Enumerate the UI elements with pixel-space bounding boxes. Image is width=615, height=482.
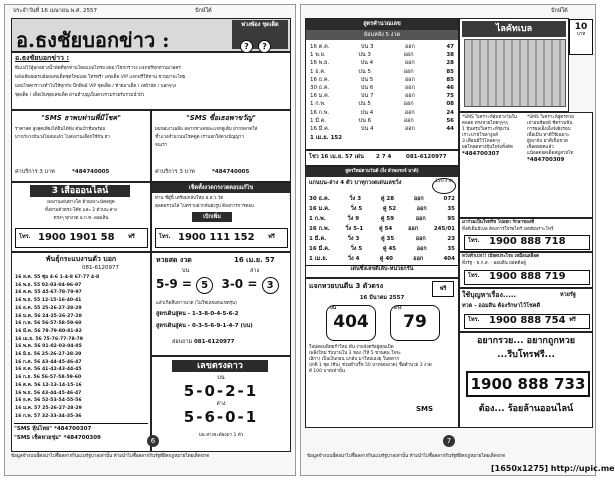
sms-line: ช้ำแวงสำนวนนโชคดูด เราบอกใส่ดวงปัญญาว	[155, 135, 244, 140]
ad-phone-box[interactable]	[464, 235, 590, 250]
tode-bon-digits: 5-9	[156, 277, 178, 291]
table-row: 16 ม.ค. 56 24-25-26-27-28	[15, 313, 82, 319]
ranking-row	[309, 254, 455, 264]
question-icon: ?	[240, 40, 253, 53]
table-rows	[15, 274, 147, 420]
tode-numbers: 5-9 = 5 3-0 = 3	[156, 277, 279, 294]
ad-box-2	[459, 252, 593, 288]
ranking-cell-run: วิ่ง 4	[347, 256, 360, 262]
big-ad-line: ...รีบโทรฟรี...	[497, 350, 555, 360]
masthead-logo: พ่วงพ้อง ชุดเด็ด ? ?	[232, 20, 288, 49]
stats-cell-res: ออก	[404, 126, 415, 133]
sms-code[interactable]: *484740005	[72, 169, 110, 175]
stats-row	[310, 117, 454, 125]
ranking-cell-date: 1 เม.ย.	[309, 256, 328, 262]
stats-cell-text: บ่น 5	[360, 76, 374, 83]
result-line: เลิกา) เป็นเงินกอน แกล้บ มาใหม่เองยุ ในทดาก	[309, 357, 400, 362]
ranking-row	[309, 234, 455, 244]
product-line: เพื่อเมิน ทาดีใช้เฉพาะ	[527, 133, 570, 138]
stats-cell-v: 75	[446, 93, 454, 100]
ranking-cell-res: ออก	[416, 246, 427, 252]
ranking-subtitle: แกนบน-ล่าง 4 ตัว บาทุกวงดเด่นเลขวิ่ง	[309, 180, 402, 186]
product-box-2	[459, 112, 593, 218]
ranking-table	[305, 166, 459, 278]
price-unit: บาท	[576, 32, 586, 37]
stats-phone-row	[305, 150, 459, 166]
kud-note: บน-ล่างจะต้องมา 1 ตัว	[198, 433, 244, 438]
ranking-row	[309, 194, 455, 204]
product-line: เราะปาชโขลางูลส์	[462, 133, 498, 138]
ad-sub: ทั้งรัฐ - ธ.ก.ส. - ออมสิน ยอดดีลลู้	[462, 261, 526, 266]
ad-phone-box[interactable]	[464, 270, 590, 285]
phone-label: โทร.	[468, 238, 480, 244]
stats-cell-res: ออก	[404, 60, 415, 67]
stats-row	[310, 43, 454, 51]
stats-row	[310, 84, 454, 92]
ranking-cell-pair: คู่ 28	[380, 196, 395, 202]
stats-row	[310, 125, 454, 133]
three-tigers-title: 3 เสือออนไลน์	[30, 185, 130, 197]
sms-line: ราคาสด สูงสุดเพียงได้ยินได้ฟัง ดันเบ้าทีมพร้อม	[15, 127, 106, 132]
sms-box-right	[151, 110, 291, 182]
phone-label: โทร.	[159, 234, 171, 240]
ranking-rows	[309, 194, 455, 264]
stats-cell-res: ออก	[404, 93, 415, 100]
stats-cell-v: 56	[446, 117, 454, 124]
stats-title: สูตรคำนวณเลข	[306, 19, 458, 30]
ranking-footer: เด่นซึ่งเลขดีเล้บ-หน่วยกรัน	[306, 265, 458, 273]
result-bon	[326, 305, 376, 341]
stats-phone[interactable]: 081-6120977	[406, 154, 447, 160]
free-badge: ฟรี	[569, 317, 576, 323]
hotline-line: ตุลคอรวนใส่ ไปคราบฝากหันยังรูป ต้องการการตอบ	[155, 204, 254, 209]
page-tag: ปักษ์ใต้	[195, 8, 212, 14]
ranking-cell-run: วิ่ง 5	[350, 206, 363, 212]
stats-cell-text: บ่น 3	[360, 44, 374, 50]
phone-number[interactable]: 1900 888 733	[470, 375, 586, 393]
sms-title: "SMS ซื่อเธอพาขวัญ"	[186, 114, 256, 122]
ranking-cell-date: 16 ก.พ.	[309, 226, 330, 232]
intro-line: มอบโชคกราวงทำไปให้ทุกกับ นึกพิพม์ VIP ชุดเด็ด / ท้ายมาเด็ด / เหย้ามัด / บอกๆๆง	[15, 84, 176, 89]
product-line: *SMS วิเคราะห์สุ่มทางวันใน	[462, 115, 517, 120]
intro-heading: อ.ธงชัยบอกข่าว :	[15, 54, 70, 62]
tode-bon-ball: 5	[196, 277, 213, 294]
ranking-cell-run: วิ่ง 5	[350, 246, 363, 252]
three-tigers-line: ตรงๆ ทุกงวด อ.ก.ท.-ออมสิน	[53, 216, 109, 221]
ranking-cell-date: 16 ม.ค.	[309, 206, 331, 212]
stats-row	[310, 59, 454, 67]
big-ad	[459, 332, 593, 428]
table-row: 16 มี.ค. 56 78-79-80-81-82	[15, 328, 82, 334]
result-line: เพลิ่งใหม่ รับบานโน 3 ของ (ให้ 5 ชวนคน ใจจะ	[309, 351, 402, 356]
ranking-cell-res: ออก	[413, 196, 424, 202]
tode-line: สูตรเดินสู่คน - 0-3-5-6-9-1-4-7 (บน)	[156, 323, 253, 329]
stats-row	[310, 68, 454, 76]
ad-title: ใช้บุญหาเรื่อง.....	[462, 291, 517, 299]
ranking-cell-v: 35	[447, 246, 455, 252]
product-line: เซ็ลผดยคแล้ว	[527, 145, 554, 150]
ad-phone-box[interactable]	[464, 314, 590, 329]
stats-cell-date: 16 มี.ค.	[310, 126, 330, 133]
stats-cell-v: 38	[446, 52, 454, 59]
sms-title: "SMS ธาพบท่านพี่มีโชค"	[41, 114, 121, 122]
ranking-title: สูตรใหม่ตามวันดี (งิ่ง ผัวพอรถจ์ มาดี)	[306, 167, 458, 177]
product-box-1	[459, 18, 569, 112]
footer-sms: "SMS หุ้นไทย"	[14, 426, 53, 432]
sms-line: ผมขอเงาเฉลิม สลากชาเลขอะแจกดูเดิม ฝากหลาดใส่	[155, 127, 258, 132]
hotline-badge: เบิกเพิ่ม	[192, 212, 232, 222]
lang-label: ล่าง	[250, 268, 260, 274]
product-price-label: แน้อลดอดเด็ดสมู่สายไท	[527, 151, 574, 156]
three-tigers-phone-box[interactable]	[15, 228, 148, 248]
ranking-cell-v: 404	[443, 256, 455, 262]
footer-sms-code[interactable]: *484700309	[63, 435, 101, 441]
phone-number[interactable]: 1900 1901 58	[38, 232, 115, 243]
table-row: 16 ธ.ค. 55 25-26-27-28-29	[15, 305, 82, 311]
intro-section	[11, 52, 291, 110]
table-row: 16 ก.พ. 57 32-33-34-35-36	[15, 413, 82, 419]
free-badge: ฟรี	[432, 281, 454, 297]
stats-cell-date: 16 ม.ค.	[310, 93, 330, 100]
stats-cell-v: 46	[446, 85, 454, 92]
stats-cell-v: 24	[446, 109, 454, 116]
stats-cell-res: ออก	[403, 52, 414, 59]
ranking-cell-res: ออก	[416, 206, 427, 212]
product-line: 3 เดือนมีใว้โหลดๆๆ	[462, 139, 501, 144]
table-row: 16 ต.ค. 56 12-13-14-15-16	[15, 382, 82, 388]
stats-cell-res: ออก	[403, 117, 414, 124]
result-line: ใหม่ตอนพิทยรำใหม่ ดีน ง่ายจังตรีอยู่คุณเปิด	[309, 345, 394, 350]
ranking-cell-v: 072	[443, 196, 455, 202]
stats-cell-date: 16 ก.พ.	[310, 109, 330, 116]
sms-line: จนเรา	[155, 143, 168, 148]
price-badge	[569, 19, 593, 55]
stats-cell-text: บ่น 4	[360, 60, 374, 67]
bon-label: บน	[217, 375, 225, 381]
stats-cell-date: 30 ธ.ค.	[310, 85, 330, 92]
ranking-cell-res: ออก	[413, 256, 424, 262]
result-box	[305, 278, 459, 428]
stats-row	[310, 100, 454, 108]
stats-table	[305, 18, 459, 150]
stats-cell-v: 08	[446, 101, 454, 108]
stats-cell-res: ออก	[403, 68, 414, 75]
tode-line: สูตรเดินสู่คน - 1-3-8-0-4-5-6-2	[156, 311, 239, 317]
stats-cell-res: ออก	[404, 109, 415, 116]
stats-cell-text: บ่น 6	[358, 117, 372, 124]
table-row: 16 เม.ย. 56 75-76-77-78-79	[15, 336, 83, 342]
table-row: 16 พ.ย. 55 12-15-16-40-41	[15, 298, 82, 304]
product-line: 1 หุ้นสรุปวิเคราะห์ชุ่มวัน	[462, 127, 510, 132]
table-row: 16 ก.ค. 56 43-44-45-46-47	[15, 359, 82, 365]
ask-label: สอบถาม	[172, 339, 193, 345]
product-line: *SMS วิเคราะห์สูตรหวย	[527, 115, 574, 120]
table-row: 16 ต.ค. 55 45-67-78-79-97	[15, 290, 82, 296]
intro-line: ชุดเด็ด / เด็ดเงินชุดเลขเด็ด ผ่านทำบุญเป็นดวงรวมรวยรับรวมนำปัว	[15, 93, 145, 98]
ad-title: หวังทำเปก!! เบียดประไรอ เหมือนสล็อต	[462, 254, 539, 259]
stats-cell-date: 1 มี.ค.	[310, 117, 327, 124]
footer-sms-code[interactable]: *484700307	[53, 426, 92, 432]
stats-cell-v: 85	[446, 76, 454, 83]
product-line: ตลอด ตรงหวยไทยๆๆๆๆ	[462, 121, 508, 126]
ranking-cell-pair: คู่ 52	[382, 206, 397, 212]
page-date: ประจำวันที่ 16 เมษายน พ.ศ. 2557	[13, 8, 97, 14]
ranking-cell-run: วิ่ง 9	[347, 216, 360, 222]
big-ad-line: อยากรวย... อยากถูกหวย	[476, 336, 576, 346]
stats-cell-date: 16 ธ.ค.	[310, 76, 330, 83]
stats-cell-res: ออก	[404, 76, 415, 83]
product-line: เจ่าอนช้อยพ์ ชีตรวมฟัน	[527, 121, 573, 126]
ranking-row	[309, 244, 455, 254]
history-table	[11, 252, 151, 452]
ranking-cell-pair: คู่ 59	[380, 216, 395, 222]
stats-cell-text: บ่น 4	[360, 109, 374, 116]
bon-label: บน	[330, 306, 336, 311]
result-title: แจกหวยบนดีน 3 ตัวตรง	[309, 282, 384, 290]
three-tigers-box	[11, 182, 151, 252]
stats-cell-text: บ่น 5	[358, 68, 371, 75]
stats-subtitle: ย้อนหลัง 5 งวด	[306, 30, 458, 40]
stats-cell-text: บ่น 6	[360, 85, 374, 92]
product-price-label: ผลโหลดทางหุ้นใจจังทั้งตัด	[462, 145, 513, 150]
free-badge: ฟรี	[128, 234, 135, 240]
masthead-title: อ.ธงชัยบอกข่าว :	[16, 28, 170, 52]
sms-line: มากกับวงปั่นวงไม่สมแล้ว ไปส่งงานเลือกใช้กัน ฮา	[15, 135, 111, 140]
ranking-cell-date: 16 มี.ค.	[309, 246, 331, 252]
kud-title: เลขตรงดาว	[172, 360, 268, 372]
ranking-cell-v: 23	[447, 236, 455, 242]
stats-cell-res: ออก	[403, 101, 414, 108]
table-row: 16 มิ.ย. 56 25-26-27-28-29	[15, 352, 82, 358]
stats-cell-text: บ่น 5	[358, 101, 371, 108]
stats-cell-text: บ่น 7	[361, 93, 374, 100]
table-title: พันธุ์กระแบงานตัว บอก	[45, 255, 117, 263]
result-sms: SMS	[416, 405, 434, 413]
result-date: 16 มีนาคม 2557	[359, 295, 405, 301]
stats-rows	[310, 43, 454, 133]
product-lines	[462, 115, 524, 158]
table-phone: 081-6120977	[82, 265, 119, 271]
intro-line: พลังเสียงผลรบอ้อยเลขเด็ดชุดใหม่เลย โทรฟรี! เลขเด็ด VIP แจกฟรีให้ท่าน ชวนมาจะไทย	[15, 75, 186, 80]
stats-cell-res: ออก	[404, 85, 415, 92]
tode-box	[151, 252, 291, 356]
stats-digits: 2 7 4	[376, 154, 392, 160]
page-footer: ข้อมูลข้างบนนี้ต่อน่าไปซื้อสลากกินแบ่งรัฐบาลเท่านั้น ห้ามนำไปซื้อสลากกินรัฐที่ผิดกฎหมายโดยเด็ดขาด	[11, 454, 210, 459]
tode-title: หวยสด งวด	[156, 256, 192, 264]
stats-cell-text: บ่น 3	[358, 52, 371, 59]
stats-cell-text: บ่น 4	[361, 126, 374, 133]
tode-lang-ball: 3	[262, 277, 279, 294]
phone-label: โทร.	[19, 234, 31, 240]
ranking-row	[309, 204, 455, 214]
watermark: [1650x1275] http://upic.me	[491, 464, 615, 473]
ranking-cell-run: วิ่ง 3	[349, 196, 362, 202]
page-number: 6	[147, 435, 159, 447]
kud-lang-numbers: 5-6-0-1	[183, 408, 259, 426]
stats-extra: 1 เม.ย. 152	[310, 135, 343, 141]
phone-label: โทร.	[468, 317, 480, 323]
stats-row	[310, 92, 454, 100]
page-tag: ปักษ์ใต้	[551, 8, 568, 14]
ranking-cell-date: 1 มี.ค.	[309, 236, 327, 242]
table-row: 16 ธ.ค. 56 52-53-54-55-56	[15, 398, 82, 404]
ranking-cell-pair: คู่ 54	[379, 226, 393, 232]
product-code[interactable]: *484700307	[462, 151, 500, 157]
ranking-cell-v: 35	[447, 206, 455, 212]
phone-number[interactable]: 1900 888 719	[489, 271, 566, 282]
question-icon: ?	[258, 40, 271, 53]
page-footer: ข้อมูลข้างบนนี้ต่อน่าไปซื้อสลากกินแบ่งรัฐบาลเท่านั้น ห้ามนำไปซื้อสลากกินรัฐที่ผิดกฎหมายโดยเด็ดขาด	[307, 454, 506, 459]
sms-price-label: ค่าบริการ 3 บาท	[15, 169, 55, 175]
tode-phone[interactable]: 081-6120977	[193, 339, 235, 345]
table-row: 16 พ.ย. 55 02-03-04-96-97	[15, 282, 82, 288]
ranking-cell-v: 245/01	[433, 226, 455, 232]
stats-cell-date: 16 พ.ย.	[310, 60, 330, 67]
ranking-cell-date: 1 ก.พ.	[309, 216, 326, 222]
stats-cell-date: 1 ธ.ค.	[310, 68, 326, 75]
stats-cell-date: 1 พ.ย.	[310, 52, 326, 59]
sms-box-left	[11, 110, 151, 182]
three-tigers-line: ผลงานเด่นทางโด ต้วยเพาะนัดอทูด	[47, 200, 115, 205]
stats-cell-date: 16 ต.ค.	[310, 44, 330, 50]
product-image	[464, 39, 566, 107]
stats-cell-v: 85	[446, 68, 454, 75]
hotline-box	[151, 182, 291, 252]
ranking-cell-pair: คู่ 40	[379, 256, 393, 262]
product-code[interactable]: *484700309	[527, 157, 565, 163]
product-logo	[462, 21, 566, 37]
result-line: ดี 100 บาทเท่านั้น	[309, 369, 345, 374]
phone-number[interactable]: 1900 888 718	[489, 236, 566, 247]
ad-sub: ทั้งดีเต็มมีเปล ต้องการใจร่อไตร์ เดทผีเพราะโพร์	[462, 227, 554, 232]
stats-row	[310, 51, 454, 59]
ad-title: มาร่วมเป็นใจทรีช ไปอยก รักษาของที่	[462, 220, 535, 225]
result-bon-value: 404	[333, 312, 369, 332]
stats-cell-v: 47	[446, 44, 454, 50]
result-lang	[390, 305, 440, 341]
hotline-title: เช็คทั้งงวดกรงวดตอบแก้ไข	[152, 183, 290, 193]
hotline-phone-box[interactable]	[155, 228, 288, 248]
big-ad-footer: ต้อง... ร้อยล้านออนไลน์	[478, 404, 574, 414]
three-tigers-line: ทั้งสามตัวตรง-โต๊ด และ 2 ตัวบน-ล่าง	[45, 208, 117, 213]
ranking-cell-pair: คู่ 35	[380, 236, 395, 242]
free-badge: ฟรี	[268, 234, 275, 240]
result-line: ปกติ 1 ชุด (ชีน) ช่วยดำบริ้ห 50 บาท(ต่องวด) ชื่อคำนวย 3 งวด	[309, 363, 432, 368]
sms-code[interactable]: *484740005	[212, 169, 250, 175]
intro-line: ทีแบ่งไว้สู้ลุกอย่างน้ำพัดที่ทุกท่านโดยแบบโทรย อยมาโชกกราวง แจกฟรีทุกท่านมวลคร	[15, 66, 181, 71]
table-row: 16 ก.พ. 56 56-57-58-59-60	[15, 321, 82, 327]
product-line: ผู้เพาจับ อาคิเข็มขวด	[527, 139, 568, 144]
price-value: 10	[574, 22, 588, 32]
table-row: 16 ม.ค. 57 25-26-27-28-29	[15, 405, 82, 411]
ad-box-1	[459, 218, 593, 252]
bon-label: บน	[182, 268, 190, 274]
stats-row	[310, 109, 454, 117]
product-lines-2	[527, 115, 590, 164]
ranking-cell-date: 30 ธ.ค.	[309, 196, 330, 202]
masthead	[11, 18, 291, 52]
lang-label: ล่าง	[394, 306, 402, 311]
ranking-cell-res: ออก	[408, 226, 419, 232]
ranking-cell-pair: คู่ 45	[382, 246, 397, 252]
tode-line: แล้วเกิดสืบหาวนวด (ไมใช่เลขเด่นเขตรุ่น)	[156, 301, 237, 306]
stats-cell-v: 44	[446, 126, 454, 133]
table-row: 16 พ.ย. 56 43-44-45-46-47	[15, 390, 82, 396]
ranking-cell-v: 95	[447, 216, 455, 222]
tode-lang-digits: 3-0	[221, 277, 244, 291]
right-page	[300, 4, 615, 476]
sms-price-label: ค่าบริการ 3 บาท	[155, 169, 195, 175]
tode-date: 16 เม.ย. 57	[234, 256, 275, 264]
lang-label: ล่าง	[216, 401, 226, 407]
phone-number[interactable]: 1900 111 152	[178, 232, 255, 243]
table-row: 16 ส.ค. 56 41-42-43-44-45	[15, 367, 82, 373]
product-line: การผลเอ็งเอ็งจังฝังรอบ	[527, 127, 571, 132]
table-row: 16 ส.ค. 55 ซุ่ม 4-6 1-4-8 67-77 4-8	[15, 275, 100, 280]
page-number: 7	[443, 435, 455, 447]
ad-side: หวยรัฐ	[560, 292, 576, 298]
stats-cell-date: 1 ก.พ.	[310, 101, 326, 108]
footer-sms: "SMS เช็คหวยชุ่ม"	[14, 435, 62, 441]
ad-sub: ทวด - ออมสิน ต้องรักษาไว้โชคดี	[462, 303, 541, 309]
result-lines	[309, 345, 455, 375]
stats-phone-label: โชว 16 เม.ย. 57 เด่น	[309, 154, 364, 160]
table-row: 16 พ.ค. 56 01-02-03-04-05	[15, 344, 82, 350]
left-page	[4, 4, 296, 476]
ranking-row	[309, 214, 455, 224]
ranking-row	[309, 224, 455, 234]
ranking-badge: 120 งวด	[432, 178, 456, 194]
ad-box-3	[459, 288, 593, 332]
stats-cell-v: 28	[446, 60, 454, 67]
kud-bon-numbers: 5-0-2-1	[183, 382, 259, 400]
hotline-line: ท่าน ชี่ผู้นี้ เตรียมกลับใหม่ อ.ส.ว.วัด	[155, 196, 224, 201]
table-row: 16 ก.ย. 56 56-57-58-59-60	[15, 375, 82, 381]
result-lang-value: 79	[403, 312, 427, 332]
phone-number[interactable]: 1900 888 754	[489, 315, 566, 326]
stats-cell-res: ออก	[404, 44, 415, 50]
big-ad-phone-box[interactable]	[466, 371, 590, 397]
ranking-cell-run: วิ่ง 3	[347, 236, 360, 242]
ranking-cell-run: วิ่ง 5-1	[345, 226, 364, 232]
stats-row	[310, 76, 454, 84]
ranking-cell-res: ออก	[415, 216, 426, 222]
ranking-cell-res: ออก	[415, 236, 426, 242]
kud-box	[151, 356, 291, 452]
phone-label: โทร.	[468, 273, 480, 279]
product-logo-text: ไลคัทเบล	[495, 24, 533, 34]
